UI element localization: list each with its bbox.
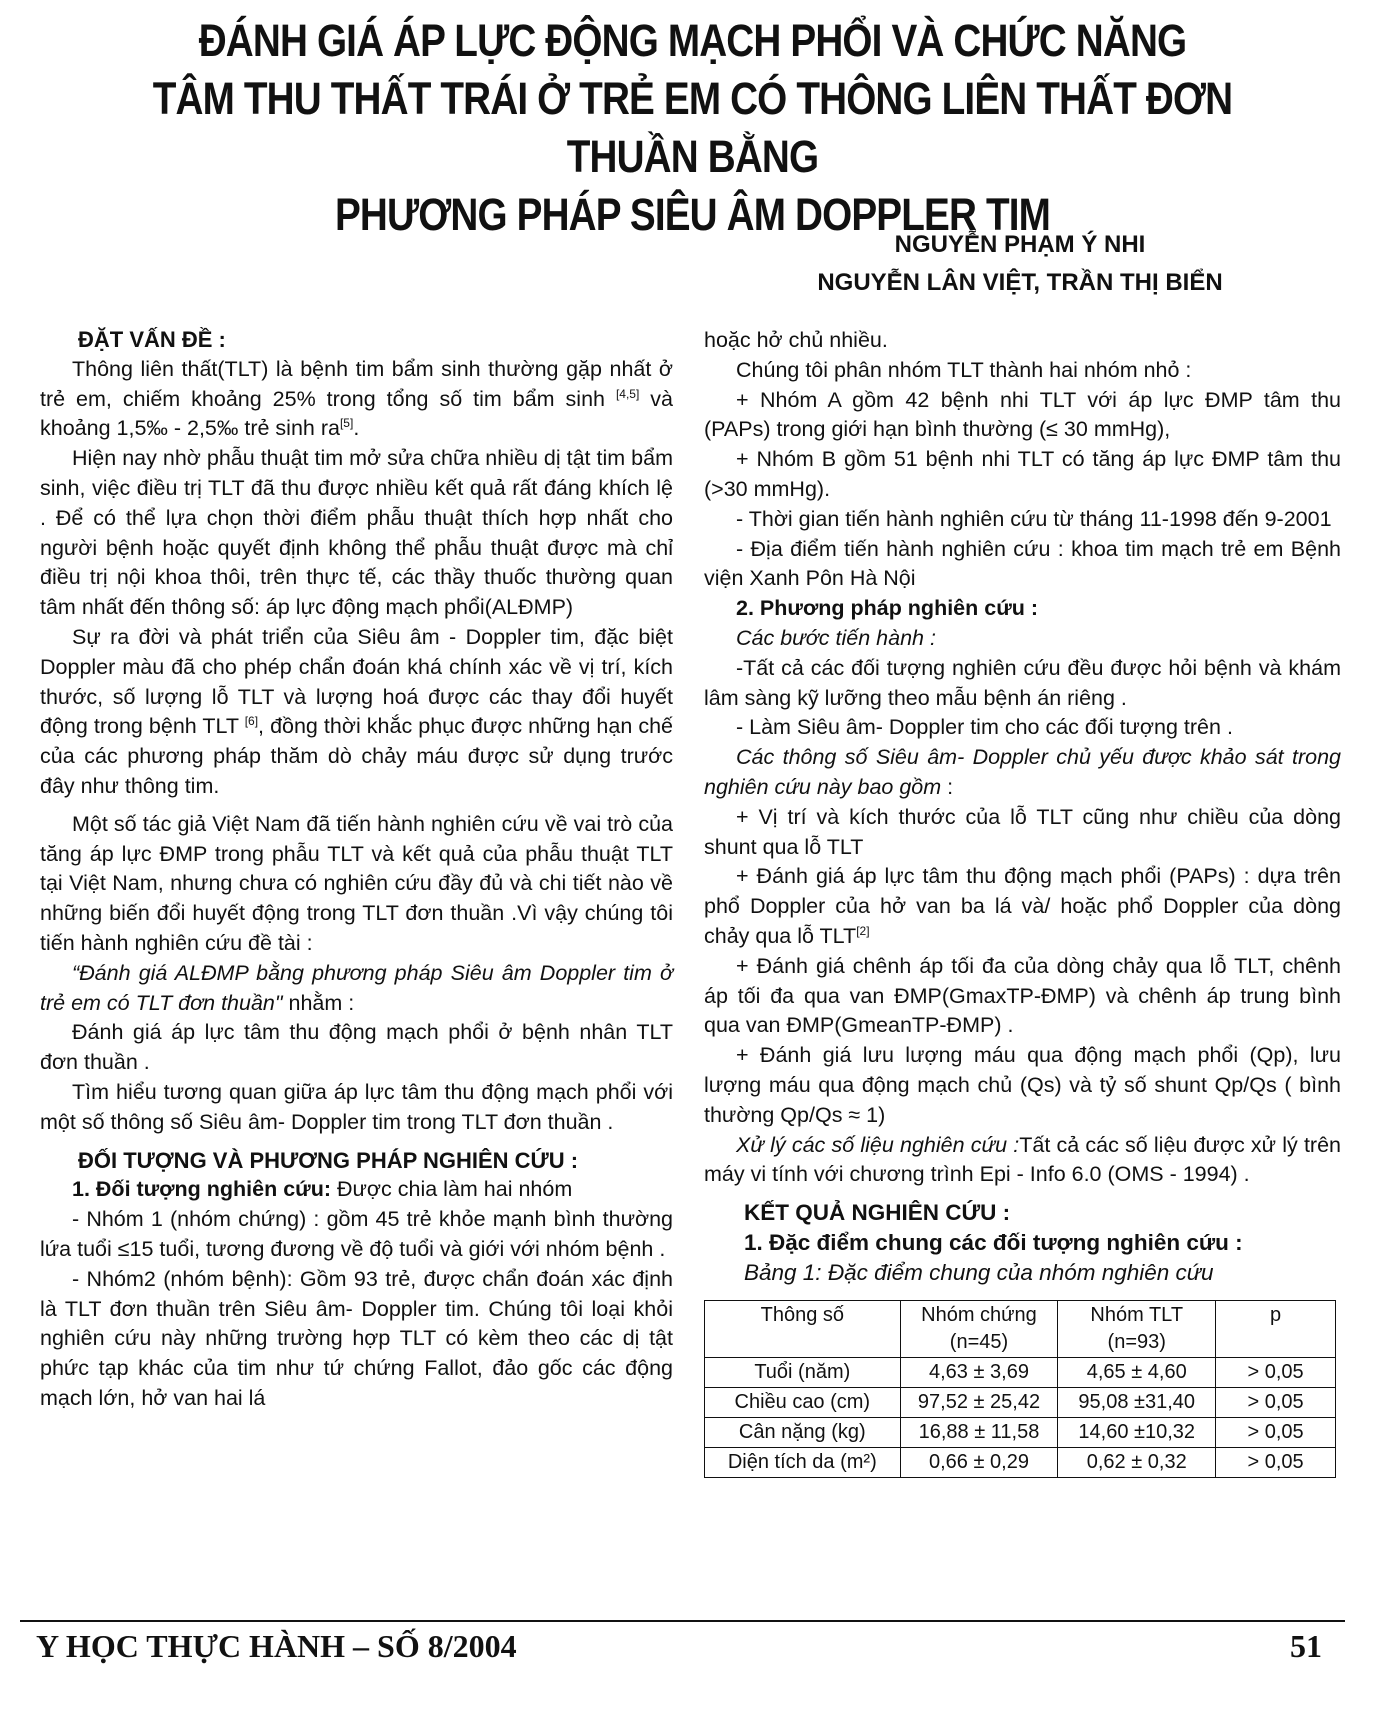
paragraph: “Đánh giá ALĐMP bằng phương pháp Siêu âm Doppler tim ở trẻ em có TLT đơn thuần" nhằm : [40,960,673,1015]
paragraph: + Đánh giá lưu lượng máu qua động mạch phổi (Qp), lưu lượng máu qua động mạch chủ (Qs) và tỷ số shunt Qp/Qs ( bình thường Qp/Qs ≈ 1) [704,1043,1341,1127]
paragraph: + Đánh giá áp lực tâm thu động mạch phổi (PAPs) : dựa trên phổ Doppler của hở van ba lá và/ hoặc phổ Doppler của dòng chảy qua lỗ TLT[2] [704,864,1341,948]
citation: [5] [339,416,354,431]
paragraph: + Nhóm A gồm 42 bệnh nhi TLT với áp lực ĐMP tâm thu (PAPs) trong giới hạn bình thường (≤ 30 mmHg), [704,387,1341,442]
subsection-heading-results: 1. Đặc điểm chung các đối tượng nghiên cứu : [744,1229,1243,1255]
subsection-heading-methods: 2. Phương pháp nghiên cứu : [736,596,1039,621]
paragraph: Các bước tiến hành : [736,625,936,650]
title-line-1: ĐÁNH GIÁ ÁP LỰC ĐỘNG MẠCH PHỔI VÀ CHỨC NĂNG [198,15,1187,66]
section-heading-results: KẾT QUẢ NGHIÊN CỨU : [744,1200,1011,1226]
table-row [705,1447,1336,1477]
table-header-cell: Nhóm TLT (n=93) [1058,1300,1216,1357]
page-number: 51 [1290,1628,1322,1664]
paragraph: Thông liên thất(TLT) là bệnh tim bẩm sinh thường gặp nhất ở trẻ em, chiếm khoảng 25% trong tổng số tim bẩm sinh [4,5] và khoảng 1,5‰ - 2,5‰ trẻ sinh ra[5]. [40,356,673,441]
table-cell: 4,65 ± 4,60 [1058,1357,1216,1387]
table-cell: > 0,05 [1216,1357,1336,1387]
table-caption: Bảng 1: Đặc điểm chung của nhóm nghiên cứu [744,1259,1214,1285]
table-cell: 95,08 ±31,40 [1058,1387,1216,1417]
table-row [705,1357,1336,1387]
footer-divider [20,1620,1345,1622]
paragraph: - Thời gian tiến hành nghiên cứu từ tháng 11-1998 đến 9-2001 [736,506,1332,531]
paragraph: Chúng tôi phân nhóm TLT thành hai nhóm nhỏ : [736,357,1192,382]
table-cell: Tuổi (năm) [705,1357,901,1387]
citation: [4,5] [615,386,640,401]
paragraph: Xử lý các số liệu nghiên cứu :Tất cả các số liệu được xử lý trên máy vi tính với chương trình Epi - Info 6.0 (OMS - 1994) . [704,1132,1341,1187]
table-cell: Cân nặng (kg) [705,1417,901,1447]
paragraph: Một số tác giả Việt Nam đã tiến hành nghiên cứu về vai trò của tăng áp lực ĐMP trong phẫu TLT và kết quả của phẫu thuật TLT tại Việt Nam, nhưng chưa có nghiên cứu đầy đủ và chi tiết nào về những biến đổi huyết động trong TLT đơn thuần .Vì vậy chúng tôi tiến hành nghiên cứu đề tài : [40,811,673,955]
section-heading-intro: ĐẶT VẤN ĐỀ : [78,327,226,352]
section-heading-methods: ĐỐI TƯỢNG VÀ PHƯƠNG PHÁP NGHIÊN CỨU : [78,1147,579,1173]
paragraph: Hiện nay nhờ phẫu thuật tim mở sửa chữa nhiều dị tật tim bẩm sinh, việc điều trị TLT đã thu được nhiều kết quả rất đáng khích lệ . Để có thể lựa chọn thời điểm phẫu thuật thích hợp nhất cho người bệnh hoặc quyết định không thể phẫu thuật được mà chỉ điều trị nội khoa thôi, trên thực tế, các thầy thuốc thường quan tâm nhất đến thông số: áp lực động mạch phổi(ALĐMP) [40,446,673,620]
paragraph: - Làm Siêu âm- Doppler tim cho các đối tượng trên . [736,715,1233,740]
table-header-cell: Nhóm chứng (n=45) [900,1300,1058,1357]
left-column [40,325,673,1414]
characteristics-table [704,1300,1336,1478]
table-header-cell: p [1216,1300,1336,1357]
paragraph: Các thông số Siêu âm- Doppler chủ yếu được khảo sát trong nghiên cứu này bao gồm : [704,745,1341,799]
right-column [704,326,1341,1478]
title-line-3: PHƯƠNG PHÁP SIÊU ÂM DOPPLER TIM [334,189,1051,240]
table-cell: 0,66 ± 0,29 [900,1447,1058,1477]
table-header-cell: Thông số [705,1300,901,1357]
article-title [131,12,1253,244]
paragraph: - Địa điểm tiến hành nghiên cứu : khoa tim mạch trẻ em Bệnh viện Xanh Pôn Hà Nội [704,536,1341,591]
paragraph: hoặc hở chủ nhiều. [704,328,888,352]
paragraph: 1. Đối tượng nghiên cứu: Được chia làm hai nhóm [72,1177,573,1202]
table-cell: 97,52 ± 25,42 [900,1387,1058,1417]
table-cell: 4,63 ± 3,69 [900,1357,1058,1387]
paragraph: + Nhóm B gồm 51 bệnh nhi TLT có tăng áp lực ĐMP tâm thu (>30 mmHg). [704,447,1341,501]
paragraph: Đánh giá áp lực tâm thu động mạch phổi ở bệnh nhân TLT đơn thuần . [40,1020,673,1075]
paragraph: -Tất cả các đối tượng nghiên cứu đều được hỏi bệnh và khám lâm sàng kỹ lưỡng theo mẫu bệnh án riêng . [704,655,1341,710]
paragraph: + Vị trí và kích thước của lỗ TLT cũng như chiều của dòng shunt qua lỗ TLT [704,804,1341,859]
table-cell: > 0,05 [1216,1447,1336,1477]
table-cell: 14,60 ±10,32 [1058,1417,1216,1447]
table-cell: 0,62 ± 0,32 [1058,1447,1216,1477]
table-header-row [705,1300,1336,1357]
author-block [760,226,1280,302]
title-line-2: TÂM THU THẤT TRÁI Ở TRẺ EM CÓ THÔNG LIÊN THẤT ĐƠN THUẦN BẰNG [152,73,1233,182]
table-cell: 16,88 ± 11,58 [900,1417,1058,1447]
table-cell: > 0,05 [1216,1387,1336,1417]
paragraph: Tìm hiểu tương quan giữa áp lực tâm thu động mạch phổi với một số thông số Siêu âm- Doppler tim trong TLT đơn thuần . [40,1079,673,1134]
citation: [2] [856,923,870,938]
citation: [6] [244,714,259,729]
table-row [705,1417,1336,1447]
journal-name: Y HỌC THỰC HÀNH – SỐ 8/2004 [36,1628,517,1664]
paragraph: + Đánh giá chênh áp tối đa của dòng chảy qua lỗ TLT, chênh áp tối đa qua van ĐMP(GmaxTP-ĐMP) và chênh áp trung bình qua van ĐMP(GmeanTP-ĐMP) . [704,953,1341,1038]
author-line-1: NGUYỄN PHẠM Ý NHI [894,231,1146,258]
paragraph: - Nhóm 1 (nhóm chứng) : gồm 45 trẻ khỏe mạnh bình thường lứa tuổi ≤15 tuổi, tương đương về độ tuổi và giới với nhóm bệnh . [40,1207,673,1261]
table-cell: Diện tích da (m²) [705,1447,901,1477]
table-cell: > 0,05 [1216,1417,1336,1447]
table-row [705,1387,1336,1417]
table-cell: Chiều cao (cm) [705,1387,901,1417]
paragraph: - Nhóm2 (nhóm bệnh): Gồm 93 trẻ, được chẩn đoán xác định là TLT đơn thuần trên Siêu âm- Doppler tim. Chúng tôi loại khỏi nghiên cứu này những trường hợp TLT có kèm theo các dị tật phức tạp khác của tim như tứ chứng Fallot, đảo gốc các động mạch lớn, hở van hai lá [40,1266,673,1410]
author-line-2: NGUYỄN LÂN VIỆT, TRẦN THỊ BIỂN [817,269,1223,296]
paragraph: Sự ra đời và phát triển của Siêu âm - Doppler tim, đặc biệt Doppler màu đã cho phép chẩn đoán khá chính xác về vị trí, kích thước, số lượng lỗ TLT và lượng hoá được các thay đổi huyết động trong bệnh TLT [6], đồng thời khắc phục được những hạn chế của các phương pháp thăm dò chảy máu được sử dụng trước đây như thông tim. [40,624,673,798]
